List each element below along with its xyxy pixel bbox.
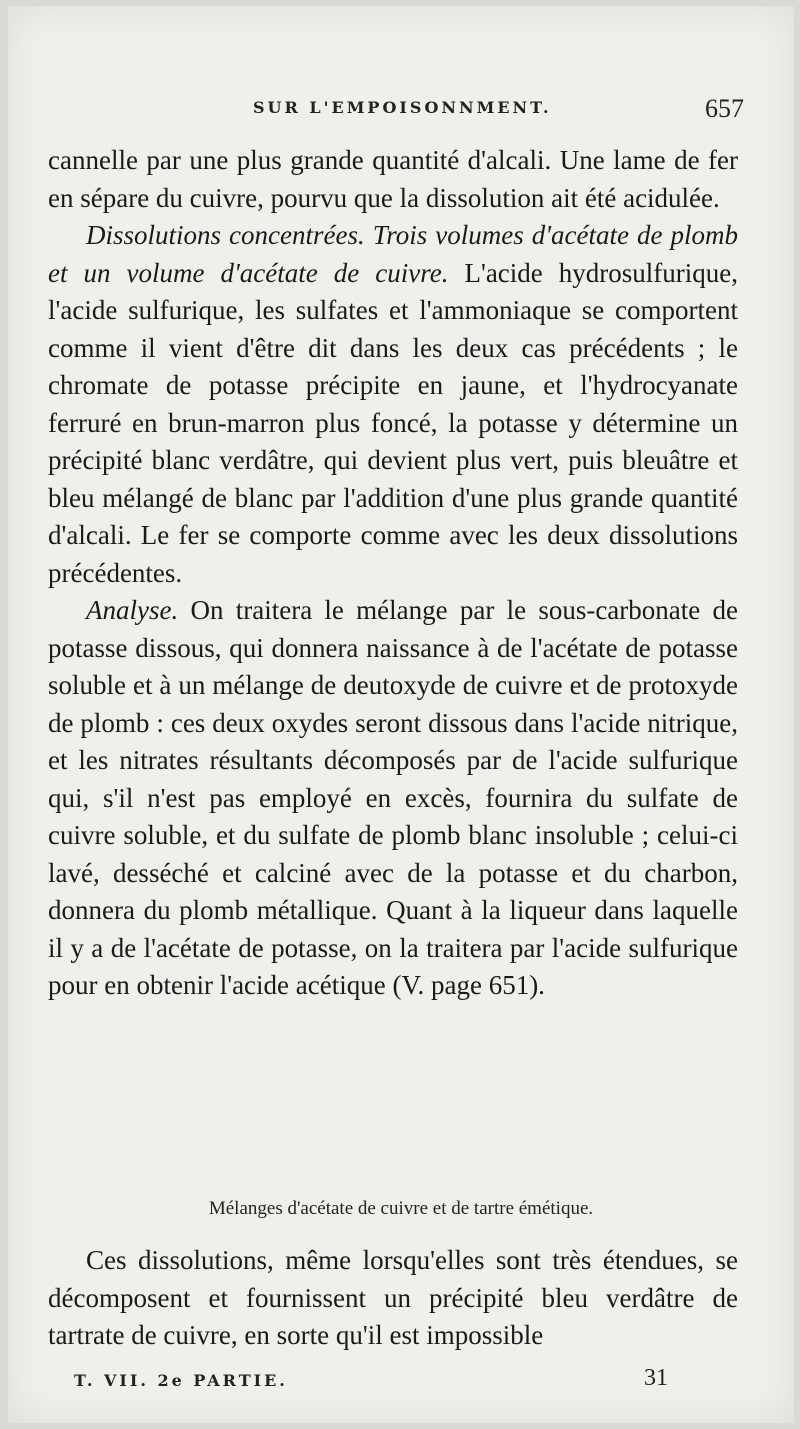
body-text — [48, 142, 738, 1005]
paragraph-concentrated-solutions — [48, 217, 738, 592]
signature-mark: 31 — [644, 1365, 668, 1391]
book-page — [8, 6, 794, 1423]
section-body — [48, 1242, 738, 1355]
paragraph-body: L'acide hydrosulfurique, l'acide sulfurique, les sulfates et l'ammoniaque se comportent comme il vient d'être dit dans les deux cas précédents ; le chromate de potasse précipite en jaune, et l'hydrocyanate ferruré en brun-marron plus foncé, la potasse y détermine un précipité blanc verdâtre, qui devient plus vert, puis bleuâtre et bleu mélangé de blanc par l'addition d'une plus grande quantité d'alcali. Le fer se comporte comme avec les deux dissolutions précédentes. — [48, 257, 739, 588]
running-head — [8, 94, 794, 128]
running-title: SUR L'EMPOISONNMENT. — [253, 98, 552, 117]
section-paragraph: Ces dissolutions, même lorsqu'elles sont très étendues, se décomposent et fournissent un précipité bleu verdâtre de tartrate de cuivre, en sorte qu'il est impossible — [48, 1245, 738, 1350]
paragraph-lead-italic: Dissolutions concentrées. Trois volumes d'acétate de plomb et un volume d'acétate de cuivre. — [48, 220, 738, 288]
page-number: 657 — [705, 94, 744, 123]
section-title: Mélanges d'acétate de cuivre et de tartre émétique. — [208, 1198, 594, 1219]
paragraph-lead-italic: Analyse. — [86, 595, 179, 625]
page-footer — [8, 1365, 794, 1401]
paragraph-analysis — [48, 592, 738, 1005]
paragraph-continuation: cannelle par une plus grande quantité d'alcali. Une lame de fer en sépare du cuivre, pourvu que la dissolution ait été acidulée. — [48, 145, 738, 213]
paragraph-body: On traitera le mélange par le sous-carbonate de potasse dissous, qui donnera naissance à de l'acétate de potasse soluble et à un mélange de deutoxyde de cuivre et de protoxyde de plomb : ces deux oxydes seront dissous dans l'acide nitrique, et les nitrates résultants décomposés par de l'acide sulfurique qui, s'il n'est pas employé en excès, fournira du sulfate de cuivre soluble, et du sulfate de plomb blanc insoluble ; celui-ci lavé, desséché et calciné avec de la potasse et du charbon, donnera du plomb métallique. Quant à la liqueur dans laquelle il y a de l'acétate de potasse, on la traitera par l'acide sulfurique pour en obtenir l'acide acétique (V. page 651). — [48, 595, 738, 1000]
signature-text: T. VII. 2e PARTIE. — [74, 1371, 288, 1390]
